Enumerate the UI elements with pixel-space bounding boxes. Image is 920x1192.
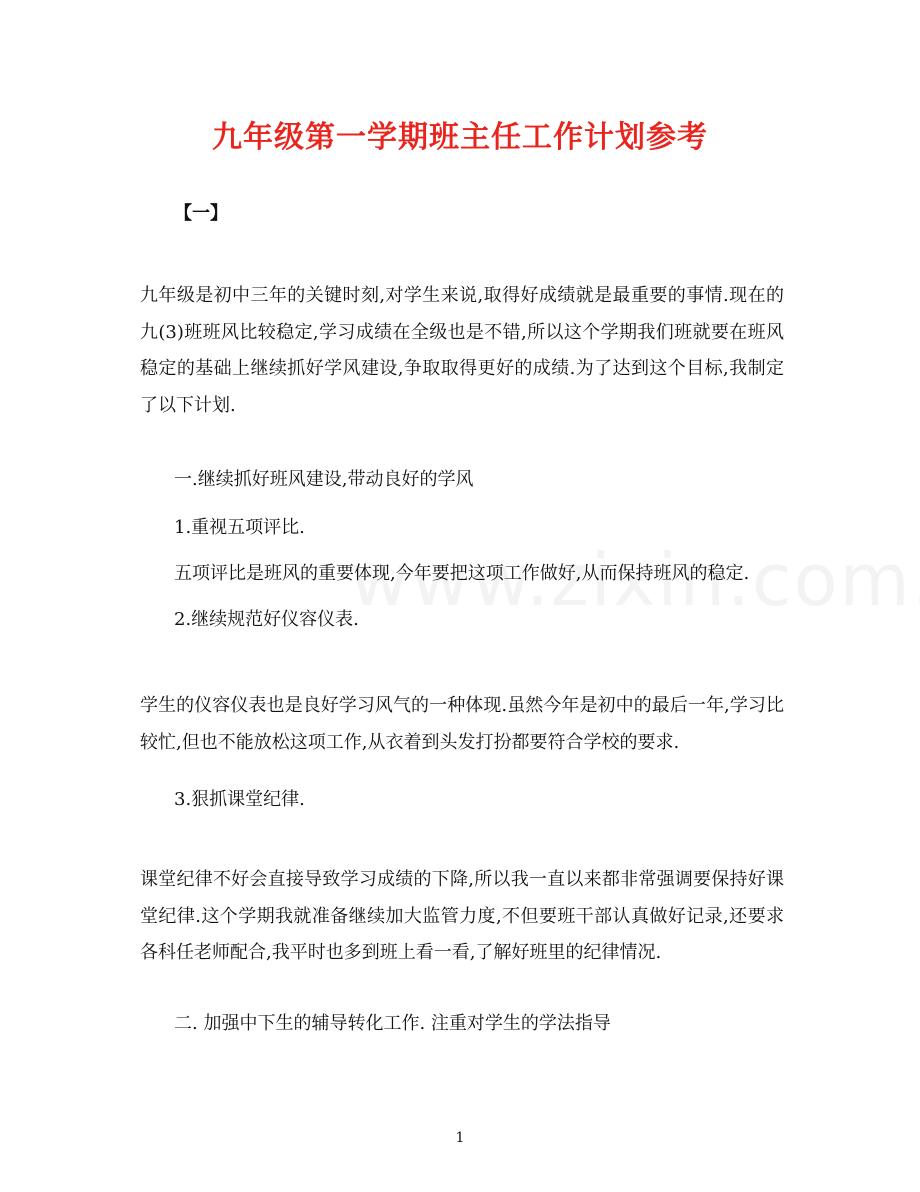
subheading-item-1-2: 2.继续规范好仪容仪表. bbox=[174, 609, 359, 630]
document-title: 九年级第一学期班主任工作计划参考 bbox=[212, 120, 708, 155]
body-line-evaluation: 五项评比是班风的重要体现,今年要把这项工作做好,从而保持班风的稳定. bbox=[174, 563, 750, 584]
page-number: 1 bbox=[455, 1130, 465, 1146]
subheading-item-1-1: 1.重视五项评比. bbox=[174, 517, 305, 538]
appearance-paragraph: 学生的仪容仪表也是良好学习风气的一种体现.虽然今年是初中的最后一年,学习比较忙,但也不能放松这项工作,从衣着到头发打扮都要符合学校的要求. bbox=[140, 695, 784, 753]
discipline-paragraph: 课堂纪律不好会直接导致学习成绩的下降,所以我一直以来都非常强调要保持好课堂纪律.这个学期我就准备继续加大监管力度,不但要班干部认真做好记录,还要求各科任老师配合,我平时也多到班上看一看,了解好班里的纪律情况. bbox=[140, 869, 784, 963]
heading-item-2: 二. 加强中下生的辅导转化工作. 注重对学生的学法指导 bbox=[174, 1013, 611, 1034]
intro-paragraph: 九年级是初中三年的关键时刻,对学生来说,取得好成绩就是最重要的事情.现在的九(3)班班风比较稳定,学习成绩在全级也是不错,所以这个学期我们班就要在班风稳定的基础上继续抓好学风建设,争取取得更好的成绩.为了达到这个目标,我制定了以下计划. bbox=[140, 285, 784, 416]
heading-item-1: 一.继续抓好班风建设,带动良好的学风 bbox=[174, 469, 474, 490]
subheading-item-1-3: 3.狠抓课堂纪律. bbox=[174, 789, 305, 810]
section-marker: 【一】 bbox=[174, 203, 228, 224]
